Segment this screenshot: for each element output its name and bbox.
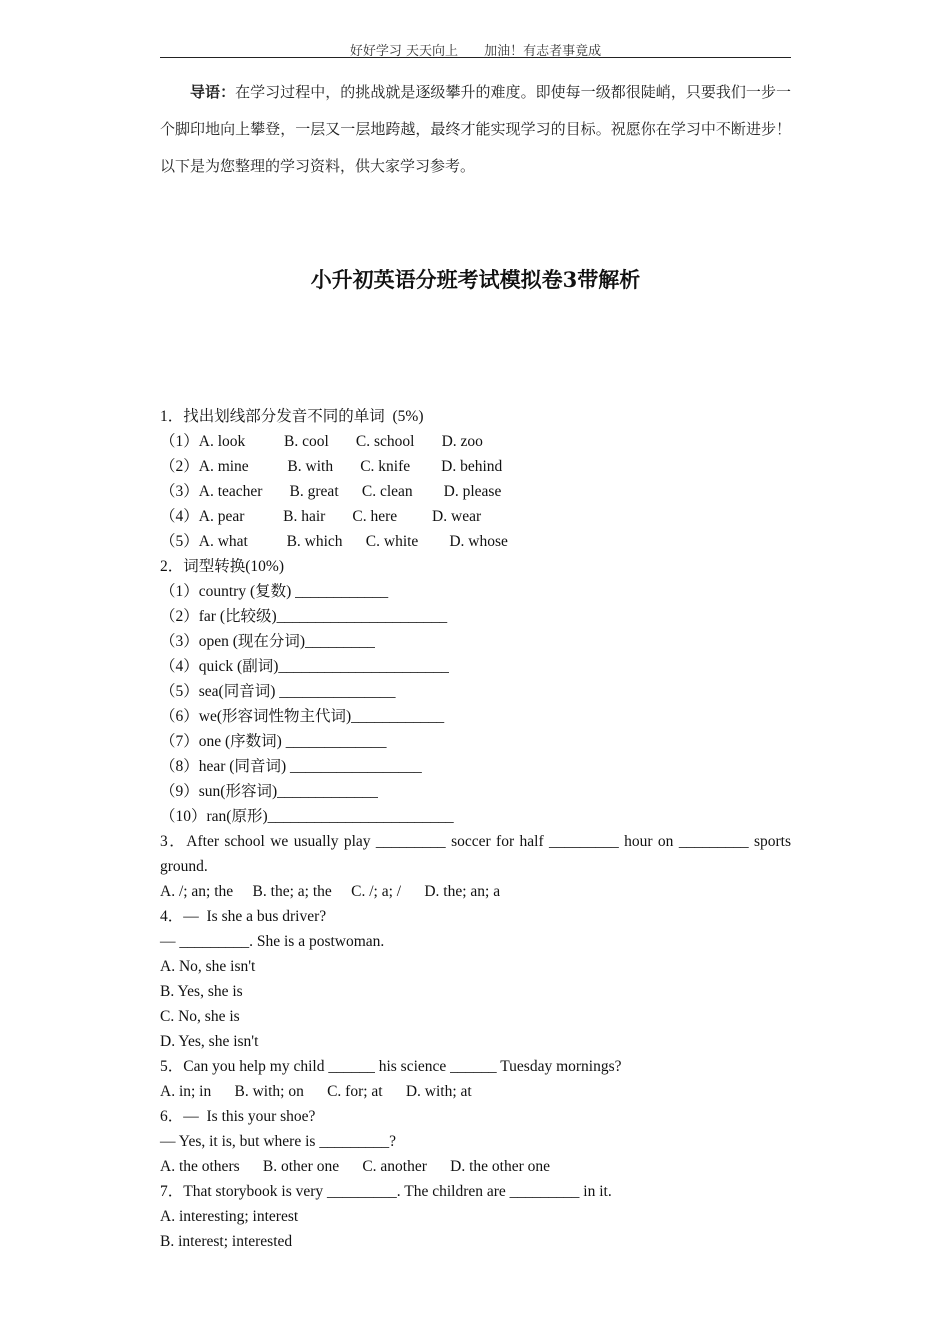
question-3-options: A. /; an; the B. the; a; the C. /; a; / D. the; an; a bbox=[160, 883, 501, 900]
exam-line: 2．词型转换(10%) bbox=[160, 558, 284, 575]
exam-line: （2）far (比较级)______________________ bbox=[160, 608, 448, 625]
exam-line: （9）sun(形容词)_____________ bbox=[160, 783, 378, 800]
exam-line: A. interesting; interest bbox=[160, 1208, 299, 1225]
header-rule bbox=[160, 57, 791, 58]
exam-line: （8）hear (同音词) _________________ bbox=[160, 758, 422, 775]
header-right-motto: 加油！有志者事竟成 bbox=[484, 44, 602, 59]
exam-line: 7．That storybook is very _________. The children are _________ in it. bbox=[160, 1183, 612, 1200]
page-title: 小升初英语分班考试模拟卷3带解析 bbox=[310, 267, 641, 292]
exam-line: A. No, she isn't bbox=[160, 958, 256, 975]
exam-line: — _________. She is a postwoman. bbox=[160, 933, 385, 950]
exam-line: D. Yes, she isn't bbox=[160, 1033, 259, 1050]
exam-line: （1）country (复数) ____________ bbox=[160, 583, 389, 600]
exam-line: C. No, she is bbox=[160, 1008, 240, 1025]
exam-line: （3）A. teacher B. great C. clean D. please bbox=[160, 483, 502, 500]
exam-line: 5．Can you help my child ______ his science ______ Tuesday mornings? bbox=[160, 1058, 622, 1075]
exam-line: （5）sea(同音词) _______________ bbox=[160, 683, 396, 700]
exam-line: （1）A. look B. cool C. school D. zoo bbox=[160, 433, 483, 450]
exam-line: — Yes, it is, but where is _________? bbox=[160, 1133, 396, 1150]
exam-line: （10）ran(原形)________________________ bbox=[160, 808, 454, 825]
exam-line: （6）we(形容词性物主代词)____________ bbox=[160, 708, 445, 725]
exam-body bbox=[160, 404, 791, 1254]
exam-line: （5）A. what B. which C. white D. whose bbox=[160, 533, 508, 550]
exam-line: （4）quick (副词)______________________ bbox=[160, 658, 449, 675]
intro-lead: 导语： bbox=[190, 83, 236, 101]
exam-line: 1．找出划线部分发音不同的单词 (5%) bbox=[160, 408, 424, 425]
exam-line: 6．— Is this your shoe? bbox=[160, 1108, 316, 1125]
exam-line: 4．— Is she a bus driver? bbox=[160, 908, 327, 925]
exam-line: A. in; in B. with; on C. for; at D. with; at bbox=[160, 1083, 472, 1100]
exam-line: （3）open (现在分词)_________ bbox=[160, 633, 375, 650]
exam-line: A. the others B. other one C. another D. the other one bbox=[160, 1158, 550, 1175]
exam-line: （2）A. mine B. with C. knife D. behind bbox=[160, 458, 503, 475]
intro-paragraph bbox=[160, 74, 791, 185]
exam-line: B. interest; interested bbox=[160, 1233, 293, 1250]
exam-line: （4）A. pear B. hair C. here D. wear bbox=[160, 508, 482, 525]
question-3-stem: 3．After school we usually play _________ soccer for half _________ hour on _________ sports ground. bbox=[160, 833, 791, 875]
exam-line: B. Yes, she is bbox=[160, 983, 243, 1000]
header-left-motto: 好好学习 天天向上 bbox=[349, 44, 459, 59]
intro-text: 在学习过程中，的挑战就是逐级攀升的难度。即使每一级都很陡峭，只要我们一步一个脚印地向上攀登，一层又一层地跨越，最终才能实现学习的目标。祝愿你在学习中不断进步！以下是为您整理的学习资料，供大家学习参考。 bbox=[160, 83, 791, 175]
exam-line: （7）one (序数词) _____________ bbox=[160, 733, 387, 750]
